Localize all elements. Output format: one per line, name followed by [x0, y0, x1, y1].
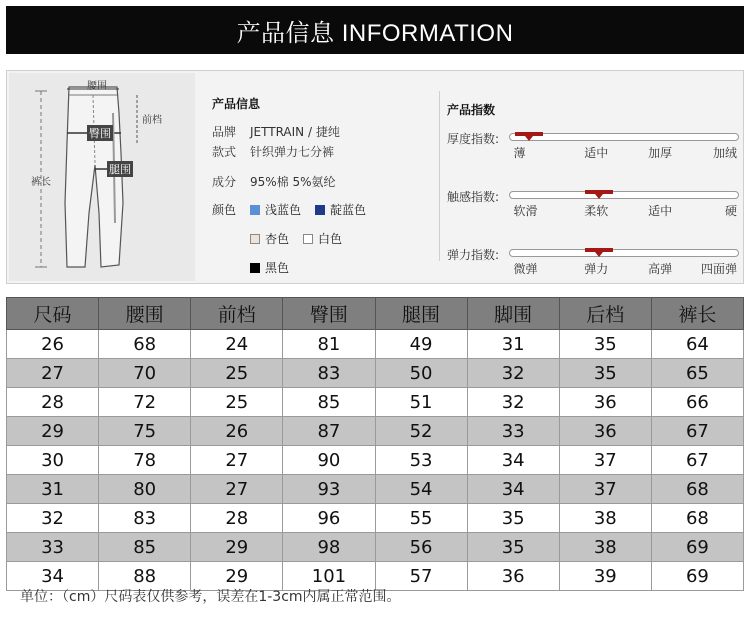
color-line-2	[212, 231, 432, 247]
indices-title: 产品指数	[447, 103, 496, 117]
size-cell: 67	[651, 417, 743, 446]
size-cell: 69	[651, 533, 743, 562]
size-cell: 33	[467, 417, 559, 446]
size-cell: 51	[375, 388, 467, 417]
size-cell: 39	[559, 562, 651, 591]
size-cell: 28	[191, 504, 283, 533]
waist-label: 腰围	[87, 81, 107, 92]
index-marker-arrow	[525, 136, 533, 141]
index-row	[447, 186, 737, 230]
size-cell: 31	[7, 475, 99, 504]
size-cell: 81	[283, 330, 375, 359]
size-table-header	[7, 298, 744, 330]
info-panel	[6, 70, 744, 284]
size-cell: 32	[467, 388, 559, 417]
product-info	[212, 95, 432, 289]
info-row-brand	[212, 124, 432, 140]
size-cell: 34	[467, 446, 559, 475]
pants-measurement-figure	[9, 73, 195, 281]
color-swatch	[303, 234, 313, 244]
color-option	[250, 231, 289, 247]
size-cell: 37	[559, 446, 651, 475]
size-cell: 83	[99, 504, 191, 533]
size-column-header: 裤长	[651, 298, 743, 330]
index-ticks	[509, 144, 737, 160]
size-cell: 53	[375, 446, 467, 475]
color-name: 靛蓝色	[330, 203, 367, 217]
size-cell: 90	[283, 446, 375, 475]
size-cell: 29	[191, 533, 283, 562]
info-row-material	[212, 174, 432, 190]
size-cell: 54	[375, 475, 467, 504]
size-cell: 69	[651, 562, 743, 591]
product-info-title: 产品信息	[212, 97, 261, 111]
color-name: 浅蓝色	[265, 203, 302, 217]
index-tick: 高弹	[648, 262, 673, 276]
size-cell: 49	[375, 330, 467, 359]
size-row	[7, 533, 744, 562]
index-track	[509, 133, 739, 141]
size-row	[7, 504, 744, 533]
size-cell: 68	[99, 330, 191, 359]
size-cell: 27	[191, 475, 283, 504]
size-cell: 35	[559, 330, 651, 359]
product-indices	[447, 101, 737, 288]
info-row-style	[212, 144, 432, 160]
size-cell: 24	[191, 330, 283, 359]
index-tick: 软滑	[513, 204, 538, 218]
size-row	[7, 446, 744, 475]
size-cell: 101	[283, 562, 375, 591]
size-cell: 34	[467, 475, 559, 504]
color-option	[250, 202, 301, 218]
info-key: 品牌	[212, 125, 237, 139]
size-cell: 34	[7, 562, 99, 591]
size-cell: 68	[651, 504, 743, 533]
size-cell: 64	[651, 330, 743, 359]
size-cell: 31	[467, 330, 559, 359]
size-column-header: 前档	[191, 298, 283, 330]
size-cell: 85	[99, 533, 191, 562]
size-cell: 38	[559, 533, 651, 562]
index-tick: 四面弹	[700, 262, 737, 276]
size-cell: 36	[559, 388, 651, 417]
size-cell: 30	[7, 446, 99, 475]
size-cell: 66	[651, 388, 743, 417]
size-cell: 85	[283, 388, 375, 417]
index-label: 触感指数:	[447, 190, 500, 204]
index-tick: 适中	[584, 146, 609, 160]
index-track	[509, 249, 739, 257]
size-column-header: 腰围	[99, 298, 191, 330]
size-cell: 75	[99, 417, 191, 446]
size-cell: 27	[191, 446, 283, 475]
info-value: JETTRAIN / 捷纯	[250, 125, 340, 139]
size-cell: 78	[99, 446, 191, 475]
size-cell: 68	[651, 475, 743, 504]
size-cell: 26	[7, 330, 99, 359]
color-swatch	[315, 205, 325, 215]
color-name: 白色	[318, 232, 343, 246]
size-cell: 36	[559, 417, 651, 446]
size-cell: 52	[375, 417, 467, 446]
index-marker-arrow	[595, 252, 603, 257]
size-table-body	[7, 330, 744, 591]
size-column-header: 尺码	[7, 298, 99, 330]
color-option	[303, 231, 342, 247]
info-value: 针织弹力七分裤	[250, 145, 335, 159]
size-cell: 70	[99, 359, 191, 388]
index-tick: 加绒	[712, 146, 737, 160]
size-cell: 27	[7, 359, 99, 388]
color-option	[250, 260, 289, 276]
info-key: 成分	[212, 175, 237, 189]
size-cell: 72	[99, 388, 191, 417]
color-key: 颜色	[212, 203, 237, 217]
size-cell: 57	[375, 562, 467, 591]
index-row	[447, 244, 737, 288]
size-cell: 25	[191, 359, 283, 388]
size-cell: 35	[559, 359, 651, 388]
page-header	[6, 6, 744, 54]
color-name: 杏色	[265, 232, 290, 246]
size-footnote: 单位：（cm）尺码表仅供参考，误差在1-3cm内属正常范围。	[20, 589, 401, 605]
color-name: 黑色	[265, 261, 290, 275]
index-tick: 薄	[513, 146, 526, 160]
size-column-header: 臀围	[283, 298, 375, 330]
size-cell: 50	[375, 359, 467, 388]
size-cell: 29	[7, 417, 99, 446]
color-option	[315, 202, 366, 218]
size-cell: 35	[467, 533, 559, 562]
color-swatch	[250, 205, 260, 215]
size-cell: 32	[467, 359, 559, 388]
index-tick: 微弹	[513, 262, 538, 276]
index-tick: 加厚	[648, 146, 673, 160]
size-column-header: 后档	[559, 298, 651, 330]
color-key-spacer	[212, 231, 250, 247]
size-cell: 35	[467, 504, 559, 533]
section-divider	[439, 91, 440, 261]
color-key-spacer	[212, 260, 250, 276]
size-cell: 25	[191, 388, 283, 417]
size-cell: 36	[467, 562, 559, 591]
color-swatch	[250, 234, 260, 244]
index-track	[509, 191, 739, 199]
size-cell: 33	[7, 533, 99, 562]
size-cell: 38	[559, 504, 651, 533]
info-value: 95%棉 5%氨纶	[250, 175, 336, 189]
size-cell: 37	[559, 475, 651, 504]
size-cell: 80	[99, 475, 191, 504]
length-label: 裤长	[31, 177, 51, 188]
color-swatch	[250, 263, 260, 273]
size-cell: 29	[191, 562, 283, 591]
color-line-1	[212, 202, 432, 218]
size-cell: 67	[651, 446, 743, 475]
size-cell: 32	[7, 504, 99, 533]
size-column-header: 腿围	[375, 298, 467, 330]
size-cell: 87	[283, 417, 375, 446]
size-row	[7, 330, 744, 359]
size-cell: 65	[651, 359, 743, 388]
size-column-header: 脚围	[467, 298, 559, 330]
size-row	[7, 388, 744, 417]
color-line-3	[212, 260, 432, 276]
size-cell: 26	[191, 417, 283, 446]
index-ticks	[509, 202, 737, 218]
hip-label: 臀围	[89, 127, 111, 140]
size-cell: 55	[375, 504, 467, 533]
size-cell: 28	[7, 388, 99, 417]
size-cell: 88	[99, 562, 191, 591]
index-label: 厚度指数:	[447, 132, 500, 146]
size-table	[6, 297, 744, 591]
header-title: 产品信息 INFORMATION	[236, 19, 514, 47]
size-cell: 56	[375, 533, 467, 562]
index-marker-arrow	[595, 194, 603, 199]
index-tick: 柔软	[584, 204, 609, 218]
size-row	[7, 359, 744, 388]
thigh-label: 腿围	[109, 163, 131, 176]
size-row	[7, 475, 744, 504]
index-row	[447, 128, 737, 172]
size-cell: 83	[283, 359, 375, 388]
index-tick: 弹力	[584, 262, 609, 276]
size-row	[7, 417, 744, 446]
index-ticks	[509, 260, 737, 276]
front-rise-label: 前档	[142, 115, 162, 126]
index-tick: 适中	[648, 204, 673, 218]
size-cell: 93	[283, 475, 375, 504]
info-key: 款式	[212, 145, 237, 159]
index-tick: 硬	[724, 204, 737, 218]
size-cell: 98	[283, 533, 375, 562]
color-options	[212, 202, 432, 276]
size-cell: 96	[283, 504, 375, 533]
index-label: 弹力指数:	[447, 248, 500, 262]
indices-list	[447, 128, 737, 288]
